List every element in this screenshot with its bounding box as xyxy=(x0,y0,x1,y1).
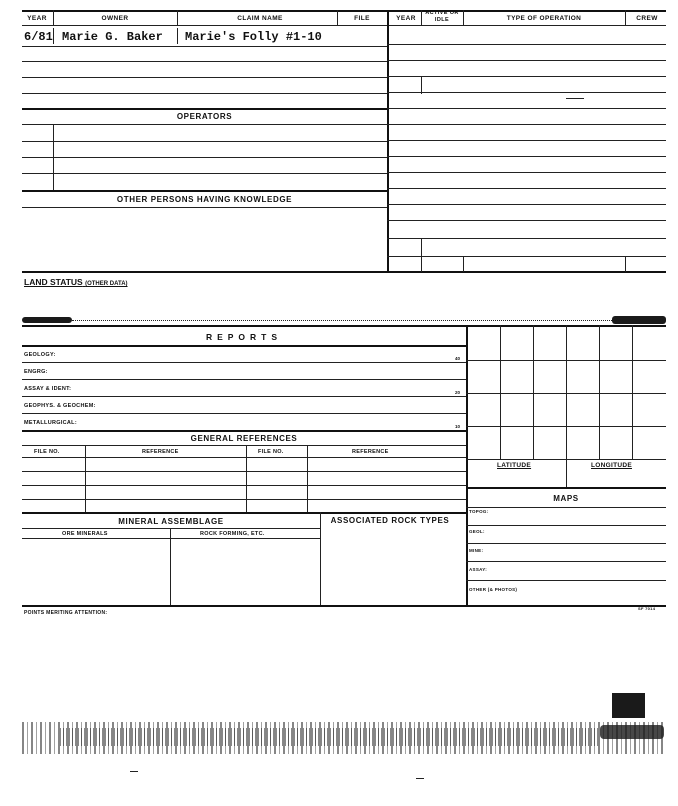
row-claim-name: Marie's Folly #1-10 xyxy=(185,30,322,44)
gr-header-reference-1: REFERENCE xyxy=(142,449,179,455)
report-metallurgical-label: METALLURGICAL: xyxy=(24,420,77,426)
maps-other: OTHER (& PHOTOS) xyxy=(469,587,518,592)
land-status-label: LAND STATUS xyxy=(24,277,83,287)
ore-minerals-header: ORE MINERALS xyxy=(62,531,108,537)
col-header-crew: CREW xyxy=(636,15,658,22)
points-meriting-attention: POINTS MERITING ATTENTION: xyxy=(24,610,108,616)
col-header-type-of-operation: TYPE OF OPERATION xyxy=(506,15,582,22)
ink-smudge-right xyxy=(612,316,666,324)
col-header-active-idle: ACTIVE OR IDLE xyxy=(425,10,459,23)
col-header-claim-name: CLAIM NAME xyxy=(237,15,283,22)
report-engrg-label: ENGRG: xyxy=(24,369,48,375)
report-geophys-label: GEOPHYS. & GEOCHEM: xyxy=(24,403,96,409)
associated-rock-types: ASSOCIATED ROCK TYPES xyxy=(330,516,450,525)
gr-header-reference-2: REFERENCE xyxy=(352,449,389,455)
longitude-label: LONGITUDE xyxy=(591,462,632,469)
maps-assay: ASSAY: xyxy=(469,567,488,572)
latitude-label: LATITUDE xyxy=(497,462,532,469)
gr-header-file-no-2: FILE NO. xyxy=(258,449,284,455)
mineral-assemblage-title: MINERAL ASSEMBLAGE xyxy=(118,517,224,526)
gr-header-file-no-1: FILE NO. xyxy=(34,449,60,455)
report-metallurgical-num: 10 xyxy=(455,424,461,429)
col-header-file: FILE xyxy=(354,15,370,22)
maps-title: MAPS xyxy=(553,494,579,503)
maps-topog: TOPOG: xyxy=(469,509,489,514)
ink-block xyxy=(612,693,645,718)
general-references-title: GENERAL REFERENCES xyxy=(190,434,298,443)
form-code: SF 7014 xyxy=(638,606,656,611)
row-year: 6/81 xyxy=(24,30,53,44)
reports-title: REPORTS xyxy=(205,332,283,342)
other-persons-title: OTHER PERSONS HAVING KNOWLEDGE xyxy=(116,195,293,204)
col-header-year: YEAR xyxy=(27,15,47,22)
row-owner: Marie G. Baker xyxy=(62,30,163,44)
report-geology-label: GEOLOGY: xyxy=(24,352,56,358)
maps-mine: MINE: xyxy=(469,548,484,553)
rock-forming-header: ROCK FORMING, ETC. xyxy=(200,531,265,537)
maps-geol: GEOL: xyxy=(469,529,485,534)
report-geology-num: 40 xyxy=(455,356,461,361)
col-header-year-2: YEAR xyxy=(396,15,416,22)
land-status-subtitle: (OTHER DATA) xyxy=(85,281,128,287)
report-assay-num: 20 xyxy=(455,390,461,395)
report-assay-label: ASSAY & IDENT: xyxy=(24,386,72,392)
ink-smudge-left xyxy=(22,317,72,323)
operators-title: OPERATORS xyxy=(176,112,233,121)
col-header-owner: OWNER xyxy=(101,15,129,22)
land-status-title xyxy=(24,277,128,287)
